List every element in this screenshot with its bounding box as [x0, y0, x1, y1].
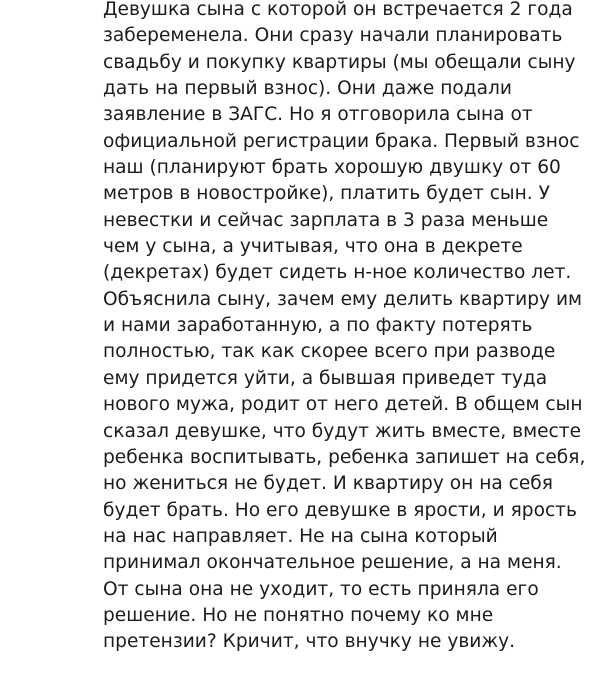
- text-line: От сына она не уходит, то есть приняла его: [103, 578, 539, 600]
- text-line: Девушка сына с которой он встречается 2 года: [103, 0, 573, 20]
- text-line: невестки и сейчас зарплата в 3 раза меньше: [103, 209, 549, 231]
- text-line: нового мужа, родит от него детей. В общем сын: [103, 394, 583, 416]
- text-line: принимал окончательное решение, а на меня.: [103, 552, 562, 574]
- text-line: будет брать. Но его девушке в ярости, и ярость: [103, 499, 577, 521]
- text-line: сказал девушке, что будут жить вместе, вместе: [103, 420, 582, 442]
- text-line: ребенка воспитывать, ребенка запишет на себя,: [103, 446, 586, 468]
- text-line: забеременела. Они сразу начали планировать: [103, 25, 563, 47]
- text-line: наш (планируют брать хорошую двушку от 60: [103, 157, 561, 179]
- text-line: официальной регистрации брака. Первый взнос: [103, 130, 580, 152]
- text-line: на нас направляет. Не на сына который: [103, 525, 498, 547]
- text-line: (декретах) будет сидеть н-ное количество лет.: [103, 262, 572, 284]
- text-line: свадьбу и покупку квартиры (мы обещали сыну: [103, 51, 576, 73]
- text-line: решение. Но не понятно почему ко мне: [103, 604, 494, 626]
- post-body-text: [103, 0, 593, 656]
- text-line: чем у сына, а учитывая, что она в декрете: [103, 236, 523, 258]
- text-line: дать на первый взнос). Они даже подали: [103, 78, 513, 100]
- text-line: претензии? Кричит, что внучку не увижу.: [103, 631, 516, 653]
- text-line: заявление в ЗАГС. Но я отговорила сына от: [103, 104, 533, 126]
- text-line: и нами заработанную, а по факту потерять: [103, 315, 533, 337]
- text-line: но жениться не будет. И квартиру он на себя: [103, 473, 553, 495]
- text-line: полностью, так как скорее всего при разводе: [103, 341, 556, 363]
- text-line: ему придется уйти, а бывшая приведет туда: [103, 367, 548, 389]
- text-line: Объяснила сыну, зачем ему делить квартиру им: [103, 288, 583, 310]
- text-line: метров в новостройке), платить будет сын. У: [103, 183, 550, 205]
